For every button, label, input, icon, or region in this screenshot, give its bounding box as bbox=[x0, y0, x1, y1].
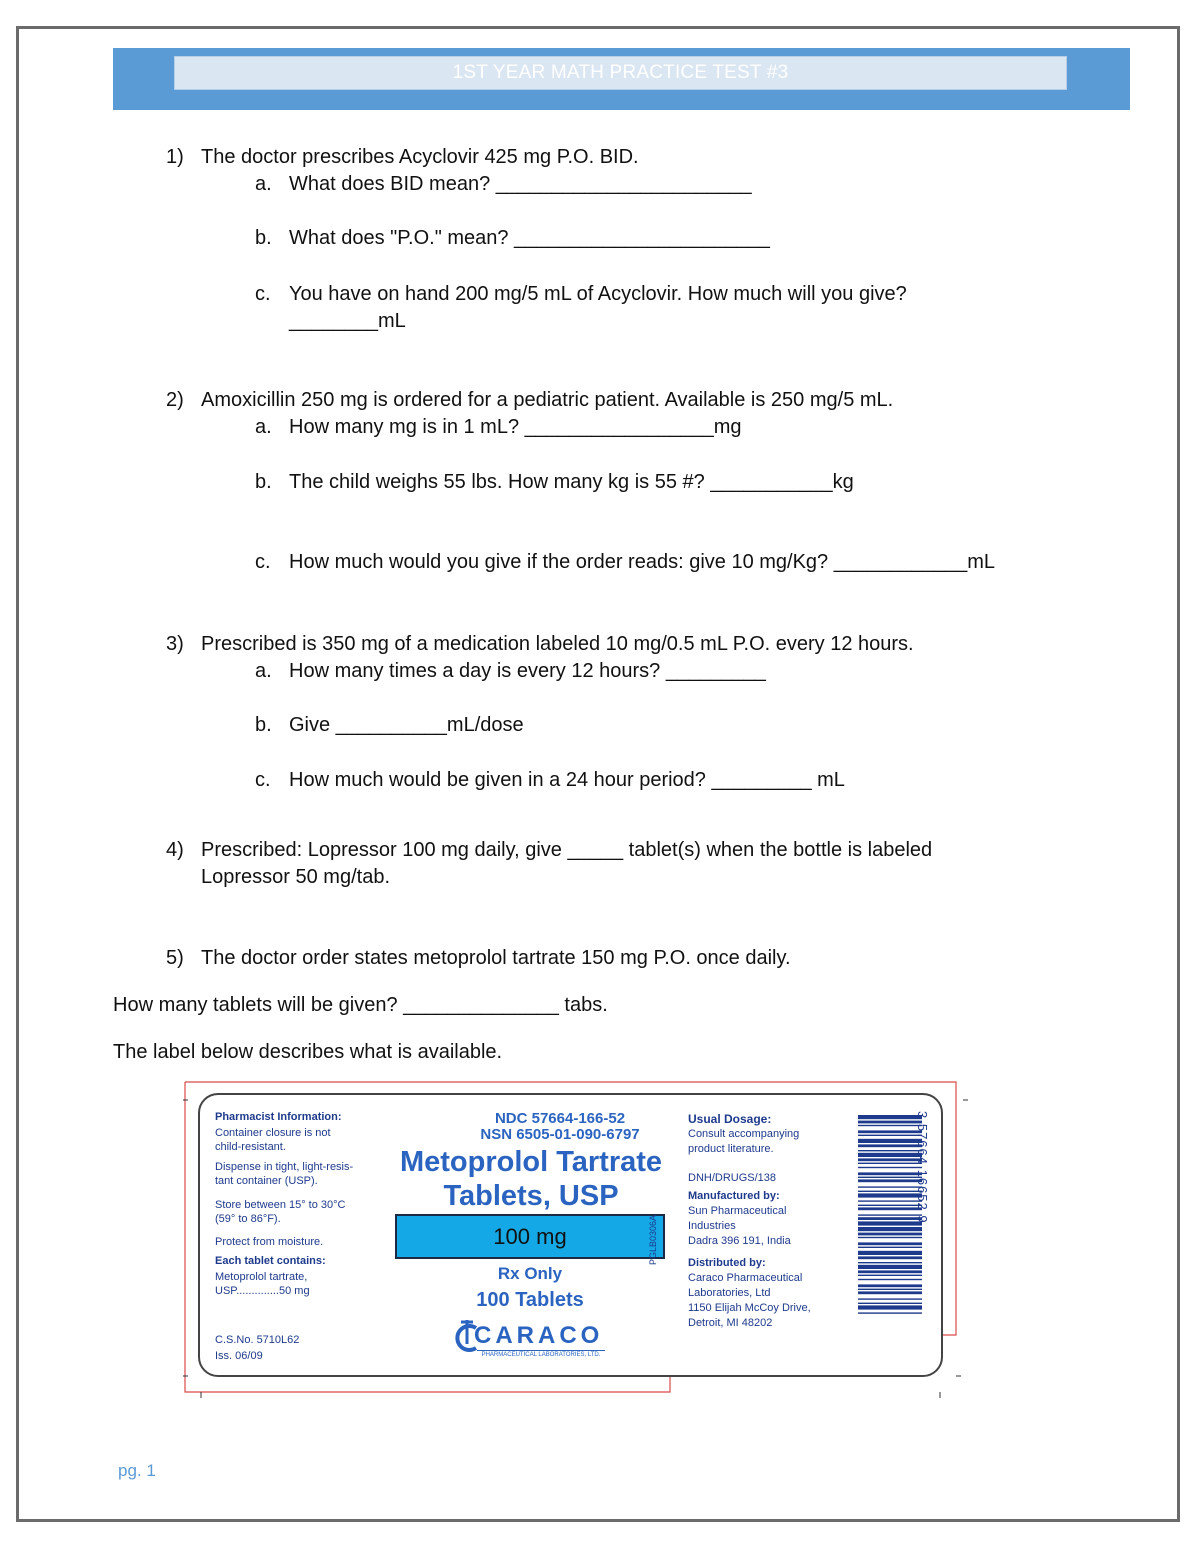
label-protect: Protect from moisture. bbox=[215, 1236, 324, 1248]
question-2-number: 2) bbox=[166, 389, 184, 411]
barcode-bar bbox=[858, 1256, 922, 1259]
label-issue-date: Iss. 06/09 bbox=[215, 1350, 263, 1362]
label-store-line-1: Store between 15° to 30°C bbox=[215, 1199, 346, 1211]
label-pgl-code: PGLB0306A bbox=[648, 1214, 658, 1265]
barcode-bar bbox=[858, 1167, 922, 1168]
question-2c-text: How much would you give if the order reads: give 10 mg/Kg? ____________mL bbox=[289, 551, 995, 573]
question-5-number: 5) bbox=[166, 947, 184, 969]
label-dose: 100 mg bbox=[493, 1223, 567, 1249]
barcode-bar bbox=[858, 1251, 922, 1255]
question-3c-letter: c. bbox=[255, 769, 271, 791]
question-1b-letter: b. bbox=[255, 227, 272, 249]
barcode-bar bbox=[858, 1291, 922, 1294]
label-nsn: NSN 6505-01-090-6797 bbox=[480, 1126, 640, 1143]
barcode-bar bbox=[858, 1139, 922, 1143]
label-codes bbox=[440, 1111, 680, 1143]
barcode-bar bbox=[858, 1121, 922, 1124]
page-title: 1ST YEAR MATH PRACTICE TEST #3 bbox=[452, 62, 789, 83]
barcode-bar bbox=[858, 1191, 922, 1192]
question-4-text-continued: Lopressor 50 mg/tab. bbox=[201, 866, 390, 888]
question-2b-text: The child weighs 55 lbs. How many kg is 55 #? ___________kg bbox=[289, 471, 854, 493]
barcode-bar bbox=[858, 1179, 922, 1182]
question-3-number: 3) bbox=[166, 633, 184, 655]
barcode-bar bbox=[858, 1279, 922, 1280]
question-3b-text: Give __________mL/dose bbox=[289, 714, 524, 736]
barcode-bar bbox=[858, 1150, 922, 1151]
label-closure-line-2: child-resistant. bbox=[215, 1141, 286, 1153]
question-2a-text: How many mg is in 1 mL? _________________mg bbox=[289, 416, 742, 438]
barcode-bar bbox=[858, 1186, 922, 1187]
label-drug-name bbox=[386, 1145, 676, 1213]
label-dispense-line-2: tant container (USP). bbox=[215, 1175, 318, 1187]
label-usual-heading: Usual Dosage: bbox=[688, 1112, 772, 1126]
label-mfg-heading: Manufactured by: bbox=[688, 1190, 780, 1202]
label-ndc: NDC 57664-166-52 bbox=[494, 1110, 626, 1127]
label-barcode-number: 3 57664 16652 9 bbox=[915, 1111, 930, 1224]
question-2a-letter: a. bbox=[255, 416, 272, 438]
barcode-bar bbox=[858, 1298, 922, 1299]
question-2c-letter: c. bbox=[255, 551, 271, 573]
barcode-bar bbox=[858, 1115, 922, 1119]
label-dist-line-2: Laboratories, Ltd bbox=[688, 1287, 771, 1299]
label-cs-number: C.S.No. 5710L62 bbox=[215, 1334, 300, 1346]
barcode-bar bbox=[858, 1177, 922, 1178]
label-usual-line-1: Consult accompanying bbox=[688, 1128, 800, 1140]
barcode-bar bbox=[858, 1303, 922, 1304]
barcode-bar bbox=[858, 1227, 922, 1231]
page-number: pg. 1 bbox=[118, 1461, 156, 1480]
barcode-bar bbox=[858, 1205, 922, 1206]
barcode-bar bbox=[858, 1312, 922, 1313]
label-each-heading: Each tablet contains: bbox=[215, 1255, 326, 1267]
label-dist-line-1: Caraco Pharmaceutical bbox=[688, 1272, 803, 1284]
question-2-text: Amoxicillin 250 mg is ordered for a pediatric patient. Available is 250 mg/5 mL. bbox=[201, 389, 894, 411]
label-drug-name-line-1: Metoprolol Tartrate bbox=[399, 1146, 663, 1178]
label-barcode bbox=[858, 1115, 922, 1315]
label-dist-heading: Distributed by: bbox=[688, 1257, 766, 1269]
question-3-text: Prescribed is 350 mg of a medication labeled 10 mg/0.5 mL P.O. every 12 hours. bbox=[201, 633, 914, 655]
label-tablet-count: 100 Tablets bbox=[476, 1289, 584, 1311]
barcode-bar bbox=[858, 1237, 922, 1238]
label-dnh: DNH/DRUGS/138 bbox=[688, 1172, 777, 1184]
question-1-number: 1) bbox=[166, 146, 184, 168]
label-dist-line-3: 1150 Elijah McCoy Drive, bbox=[688, 1302, 811, 1314]
barcode-bar bbox=[858, 1163, 922, 1164]
barcode-bar bbox=[858, 1200, 922, 1201]
label-dist-line-4: Detroit, MI 48202 bbox=[688, 1317, 773, 1329]
barcode-bar bbox=[858, 1153, 922, 1157]
barcode-bar bbox=[858, 1262, 922, 1263]
barcode-bar bbox=[858, 1265, 922, 1269]
question-5-text: The doctor order states metoprolol tartrate 150 mg P.O. once daily. bbox=[201, 947, 791, 969]
question-1a-letter: a. bbox=[255, 173, 272, 195]
barcode-bar bbox=[858, 1289, 922, 1290]
label-mfg-line-3: Dadra 396 191, India bbox=[688, 1235, 791, 1247]
label-contains-line-2: USP..............50 mg bbox=[215, 1285, 310, 1297]
question-4-text: Prescribed: Lopressor 100 mg daily, give _____ tablet(s) when the bottle is labeled bbox=[201, 839, 933, 861]
label-brand-subtitle: PHARMACEUTICAL LABORATORIES, LTD. bbox=[477, 1350, 605, 1360]
question-1c-text: You have on hand 200 mg/5 mL of Acyclovir. How much will you give? bbox=[289, 283, 907, 305]
question-1-text: The doctor prescribes Acyclovir 425 mg P.O. BID. bbox=[201, 146, 639, 168]
barcode-bar bbox=[858, 1130, 922, 1133]
barcode-bar bbox=[858, 1221, 922, 1225]
barcode-bar bbox=[858, 1144, 922, 1147]
tablets-question: How many tablets will be given? ______________ tabs. bbox=[113, 994, 608, 1016]
barcode-bar bbox=[858, 1233, 922, 1236]
barcode-bar bbox=[858, 1125, 922, 1126]
barcode-bar bbox=[858, 1242, 922, 1245]
barcode-bar bbox=[858, 1270, 922, 1273]
label-mfg-line-2: Industries bbox=[688, 1220, 736, 1232]
label-contains-line-1: Metoprolol tartrate, bbox=[215, 1271, 308, 1283]
question-1a-text: What does BID mean? _______________________ bbox=[289, 173, 752, 195]
question-3b-letter: b. bbox=[255, 714, 272, 736]
question-4-number: 4) bbox=[166, 839, 184, 861]
label-usual-line-2: product literature. bbox=[688, 1143, 774, 1155]
label-brand: CARACO bbox=[474, 1322, 604, 1349]
label-pharmacist-heading: Pharmacist Information: bbox=[215, 1111, 342, 1123]
label-dispense-line-1: Dispense in tight, light-resis- bbox=[215, 1161, 354, 1173]
title-box bbox=[174, 56, 1067, 90]
label-mfg-line-1: Sun Pharmaceutical bbox=[688, 1205, 787, 1217]
label-dose-box bbox=[395, 1214, 665, 1259]
label-rx-only: Rx Only bbox=[497, 1264, 563, 1283]
barcode-bar bbox=[858, 1172, 922, 1175]
barcode-bar bbox=[858, 1217, 922, 1220]
barcode-bar bbox=[858, 1135, 922, 1136]
barcode-bar bbox=[858, 1193, 922, 1197]
question-1c-answer: ________mL bbox=[289, 310, 406, 332]
label-drug-name-line-2: Tablets, USP bbox=[443, 1180, 619, 1212]
question-1c-letter: c. bbox=[255, 283, 271, 305]
barcode-bar bbox=[858, 1305, 922, 1309]
barcode-bar bbox=[858, 1284, 922, 1287]
barcode-bar bbox=[858, 1158, 922, 1161]
barcode-bar bbox=[858, 1247, 922, 1248]
question-3c-text: How much would be given in a 24 hour period? _________ mL bbox=[289, 769, 845, 791]
barcode-bar bbox=[858, 1207, 922, 1210]
question-3a-letter: a. bbox=[255, 660, 272, 682]
question-2b-letter: b. bbox=[255, 471, 272, 493]
label-store-line-2: (59° to 86°F). bbox=[215, 1213, 281, 1225]
label-closure-line-1: Container closure is not bbox=[215, 1127, 331, 1139]
label-intro: The label below describes what is available. bbox=[113, 1041, 503, 1063]
question-3a-text: How many times a day is every 12 hours? _________ bbox=[289, 660, 766, 682]
barcode-bar bbox=[858, 1275, 922, 1276]
barcode-bar bbox=[858, 1214, 922, 1215]
question-1b-text: What does "P.O." mean? _______________________ bbox=[289, 227, 770, 249]
